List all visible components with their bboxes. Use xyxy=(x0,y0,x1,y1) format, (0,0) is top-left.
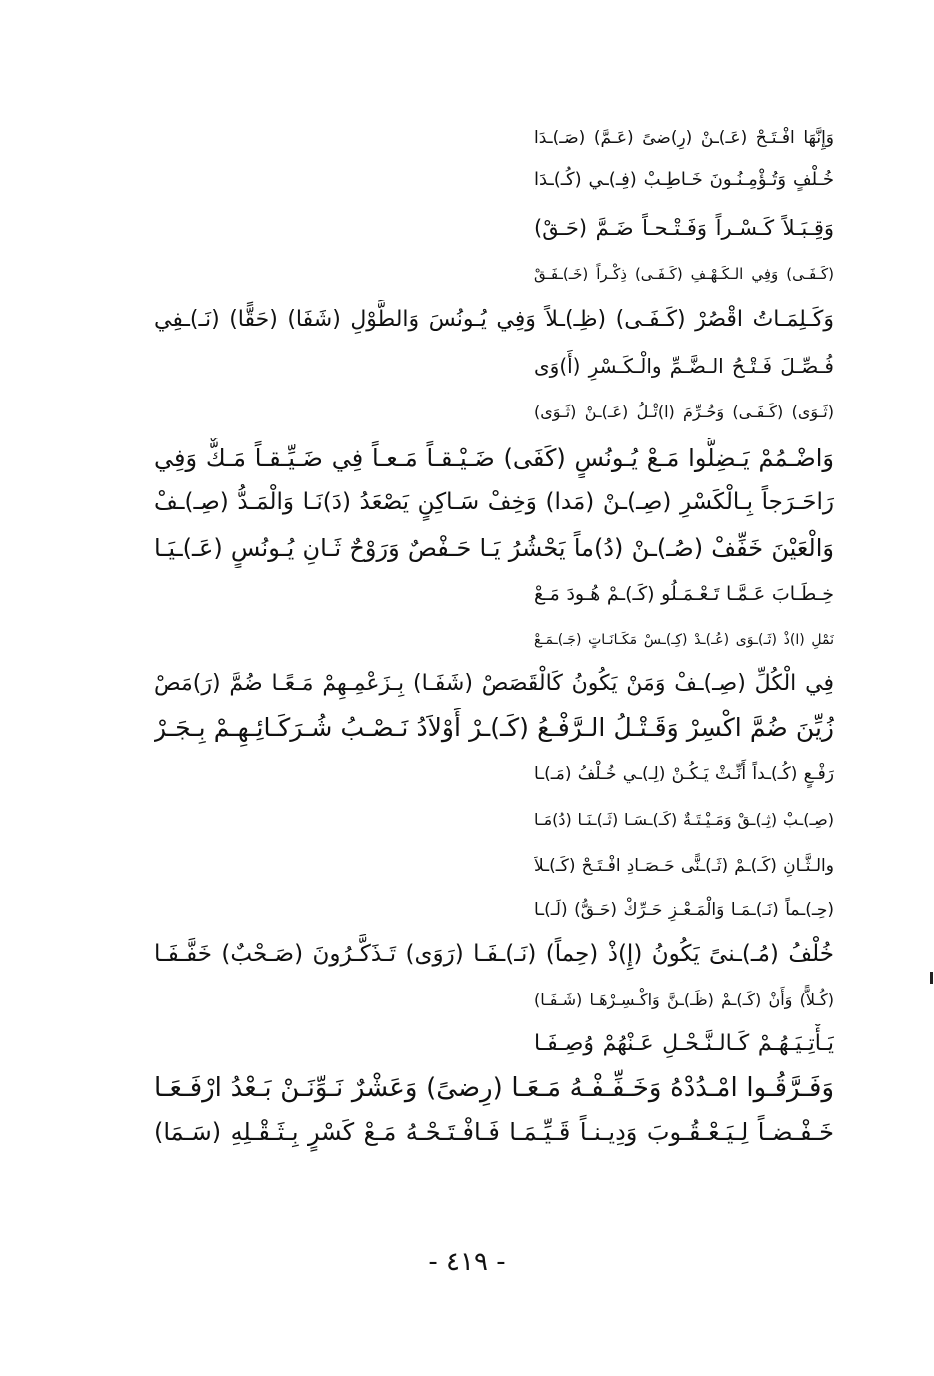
verse-line: يَـأْتِـيَـهُـمْ كَـالـنَّـحْـلِ عَـنْهُمْ وُصِـفَـا xyxy=(534,1031,834,1056)
verse-line: (كُـلاًّ) وَأَنْ (كَـ)ـمْ (ظَـ)ـنَّ وَاكْـسِـرْهَـا (شَـفَـا) xyxy=(534,990,834,1009)
verse-line: نَمْلِ (ا)ذْ (ثَـ)ـوَى (عُـ)ـدْ (كِـ)ـسْ مَكَـانَـاتٍ (جَـ)ـمَـعْ xyxy=(534,632,834,648)
verse-line: خَـفْـضـاً لِـيَـعْـقُـوبَ وَدِيـنـاً قَـيِّـمَـا فَـافْـتَـحْـهُ مَـعْ كَسْرٍ بِـثَـقْـلِهِ (سَـمَا) xyxy=(154,1118,834,1146)
page-number: - ٤١٩ - xyxy=(428,1247,506,1277)
verse-line: وَفَـرَّقُـوا امْـدُدْهُ وَخَـفِّـفْـهُ مَـعَـا (رِضىً) وَعَشْرٌ نَـوِّنَـنْ بَـعْدُ ارْفَـعَـا xyxy=(154,1073,834,1103)
verse-line: رَاحَـرَجاً بِـالْكَسْرِ (صِـ)ـنْ (مَدا) وَخِفْ سَـاكِنٍ يَصْعَدُ (دَ)نَـا وَالْمَـدُّ (صِـ)ـفْ xyxy=(154,489,834,515)
verse-line: (صِـ)ـبْ (ثِـ)ـقْ وَمَـيْـتَـةٌ (كَـ)ـسَـا (ثَـ)ـنَـا (دُ)مَـا xyxy=(534,810,834,829)
verse-line: فُـصِّـلَ فَـتْـحُ الـضَّـمِّ والْـكَـسْرِ (أَ)وَى xyxy=(534,354,834,378)
verse-line: وَكَـلِمَـاتُ اقْصُرْ (كَـفَـى) (ظِـ)ـلاً وَفِي يُـونُسَ وَالطَّوْلِ (شَفَا) (حَقًّا) (نَـ)ـفِي xyxy=(154,307,834,332)
verse-line: زُيِّنَ ضُمَّ اكْسِرْ وَقَـتْـلُ الـرَّفْـعُ (كَـ)ـرْ أَوْلاَدُ نَـصْـبُ شُـرَكَـائِـهِـمْ بِـجَـرْ xyxy=(154,713,834,742)
scan-edge-mark xyxy=(930,972,933,984)
verse-line: (كَـفَـى) وَفِي الـكَـهْـفِ (كَـفَـى) ذِكْـراً (خَـ)ـفَـقْ xyxy=(534,265,834,283)
verse-line: فِي الْكُلِّ (صِـ)ـفْ وَمَنْ يَكُونُ كَالْقَصَصْ (شَفَـا) بِـزَعْمِـهِمْ مَـعًـا ضُمَّ (رَ)مَصْ xyxy=(154,671,834,696)
verse-line: خِـطَـابَ عَـمَّـا تَـعْـمَـلُو (كَـ)ـمْ هُـودَ مَـعْ xyxy=(534,583,834,605)
verse-line: وَاضْـمُمْ يَـضِلُّوا مَـعْ يُـونُسٍ (كَفَى) ضَـيْـقـاً مَـعـاً فِي ضَـيِّـقـاً مَـكٌّ وَفِي xyxy=(154,444,834,472)
verse-line: (ثَـوَى) (كَـفَـى) وَحُـرِّمَ (ا)تْـلُ (عَـ)ـنْ (ثَـوَى) xyxy=(534,402,834,421)
verse-line: وَقِـبَـلاً كَـسْـراً وَفَـتْـحـاً ضَـمَّ (حَـقْ) xyxy=(534,216,834,240)
verse-line: خُـلْفٍ وَتُـؤْمِـنُـونَ خَـاطِـبْ (فِـ)ـي (كُـ)ـدَا xyxy=(534,169,834,190)
verse-line: وَإِنَّهَا افْـتَـحْ (عَـ)ـنْ (رِ)ضىً (عَـمَّ) (صَـ)ـدَا xyxy=(534,128,834,148)
verse-line: (حِـ)ـماً (نَـ)ـمَـا وَالْمَـعْـزِ حَـرِّكْ (حَـقُّ) (لَـ)ـا xyxy=(534,900,834,920)
verse-line: وَالْعَيْنَ خَفِّفْ (صُـ)ـنْ (دُ)ماً يَحْشُرُ يَـا حَـفْصٌ وَرَوْحٌ ثَـانِ يُـونُسٍ (عَـ)ـيَـا xyxy=(154,534,834,562)
verse-line: والـثَّـانِ (كَـ)ـمْ (ثَـ)ـنًّى حَـصَـادِ افْـتَـحْ (كَـ)ـلاَ xyxy=(534,856,834,876)
verse-line: خُلْفُ (مُـ)ـنىً يَكُونُ (إِ)ذْ (حِماً) (نَـ)ـفَـا (رَوَى) تَـذَكَّـرُونَ (صَـحْبٌ) خَفَّـفَـا xyxy=(154,941,834,967)
verse-line: رَفْـعٍ (كُـ)ـداً أَنِّـثْ يَـكُـنْ (لِـ)ـي خُـلْفُ (مَـ)ـا xyxy=(534,764,834,784)
